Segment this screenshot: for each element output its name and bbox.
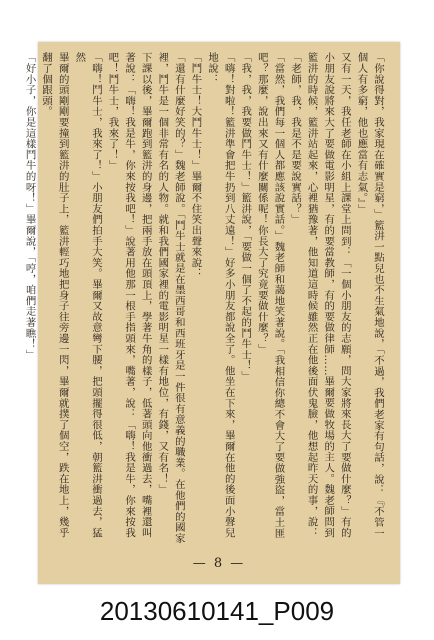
image-caption: 20130610141_P009 [99, 596, 335, 626]
paragraph: 「嗨！鬥牛士，我來了！」小朋友們拍手大笑。畢爾又故意彎下腰，把頭擺得很低，朝籃汫衝過去，猛然 [73, 52, 102, 538]
paragraph: 下課以後，畢爾跑到籃汫的身邊，把兩手放在頭頂上，學著牛角的樣子，低著頭向他衝過去，嘴裡還叫著說：「嗨！我是牛，你來按我吧！」說著用他那一根手指頭來，嘴著，說：「嗨！我是牛，你來按我吧！鬥牛士，我來了！」 [106, 52, 152, 538]
paragraph: 「我，我，我要做鬥牛士！」籃汫說，「要做一個了不起的鬥牛士！」 [239, 52, 252, 382]
paragraph: 「鬥牛士！大鬥牛士！」畢爾不住笑出聲來說： [189, 52, 202, 279]
paragraph: 畢爾的頭剛剛要撞到籃汫的肚子上，籃汫輕巧地把身子往旁邊一閃，畢爾就撲了個空，跌在地上，幾乎翻了個跟頭。 [40, 52, 69, 538]
paragraph: 又有一天，我任老師在小組上課堂上問到：「一個小朋友的志願，問大家將來長大了要做什麼？」有的小朋友說將來大了要做電影明星，有的要當教師，有的要做律師……畢爾要做牧場的主人。魏老師問到籃汫的時候，籃汫站起來，心裡猶豫著，他知道這時候雖然正在他後面伏鬼臉，他想起昨天的事，說：「老師，我，我是不是要說實話？」 [289, 52, 351, 538]
paragraph: 「你說得對，我家現在確實是窮，」籃汫一點兒也不生氣地說，「不過，我們老家有句話，說：『不管一個人有多窮，他也應當有志氣。』」 [355, 52, 384, 539]
paragraph: 「好小子，你是這樣鬥牛的呀！」畢爾說，「哼，咱們走著瞧！」 [23, 52, 36, 360]
paragraph: 「還有什麼好笑的？」魏老師說。「鬥牛士就是在墨西哥和西班牙是一件很有意義的職業。在他們的國家裡，鬥牛是一個非常有名的人物。就和我們國家裡的電影明星一樣有地位，有錢，又有名！」 [156, 52, 185, 544]
vertical-body-text [23, 52, 386, 546]
paragraph: 「當然，我們每一個人都應該說實話。」魏老師和藹地笑著說。「我相信你總不會大了要做強盜，當土匪吧？那麼，說出來又有什麼關係呢！你長大了究竟要做什麼？」 [255, 52, 285, 539]
book-page [23, 42, 400, 584]
page-number: — 8 — [192, 556, 246, 571]
paragraph: 「嗨！對啦！籃汫準會把牛扔到八丈遠！」好多小朋友都說全了。他坐在下來，畢爾在他的後面小聲兒地說： [206, 52, 235, 538]
